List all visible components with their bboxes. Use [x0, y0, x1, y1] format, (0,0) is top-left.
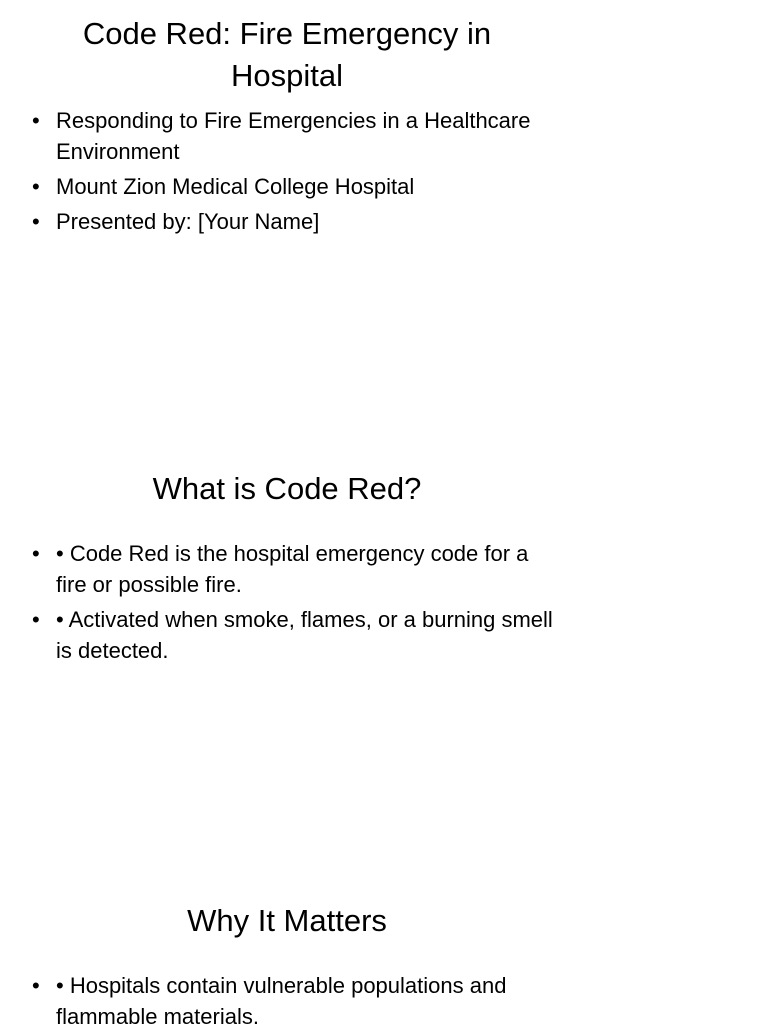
- bullet-icon: •: [32, 209, 40, 234]
- list-item: [0, 171, 560, 202]
- bullet-text: Mount Zion Medical College Hospital: [56, 174, 415, 199]
- slide-1: [0, 0, 768, 260]
- bullet-list: [0, 538, 560, 670]
- bullet-icon: •: [32, 607, 40, 632]
- slide-title: What is Code Red?: [152, 471, 422, 506]
- bullet-icon: •: [32, 108, 40, 133]
- bullet-list: [0, 105, 560, 241]
- bullet-icon: •: [32, 541, 40, 566]
- slide-3: [0, 892, 768, 1029]
- bullet-text: • Hospitals contain vulnerable populations and flammable materials.: [56, 973, 507, 1029]
- list-item: [0, 206, 560, 237]
- bullet-text: • Code Red is the hospital emergency code for a fire or possible fire.: [56, 541, 529, 597]
- bullet-text: Responding to Fire Emergencies in a Healthcare Environment: [56, 108, 531, 164]
- bullet-list: [0, 970, 560, 1036]
- slide-title: Code Red: Fire Emergency in Hospital: [82, 16, 492, 93]
- bullet-text: • Activated when smoke, flames, or a burning smell is detected.: [56, 607, 553, 663]
- list-item: [0, 538, 560, 600]
- slide-2: [0, 460, 768, 720]
- bullet-text: Presented by: [Your Name]: [56, 209, 320, 234]
- list-item: [0, 970, 560, 1032]
- list-item: [0, 604, 560, 666]
- bullet-icon: •: [32, 174, 40, 199]
- list-item: [0, 105, 560, 167]
- slide-title: Why It Matters: [187, 903, 387, 938]
- bullet-icon: •: [32, 973, 40, 998]
